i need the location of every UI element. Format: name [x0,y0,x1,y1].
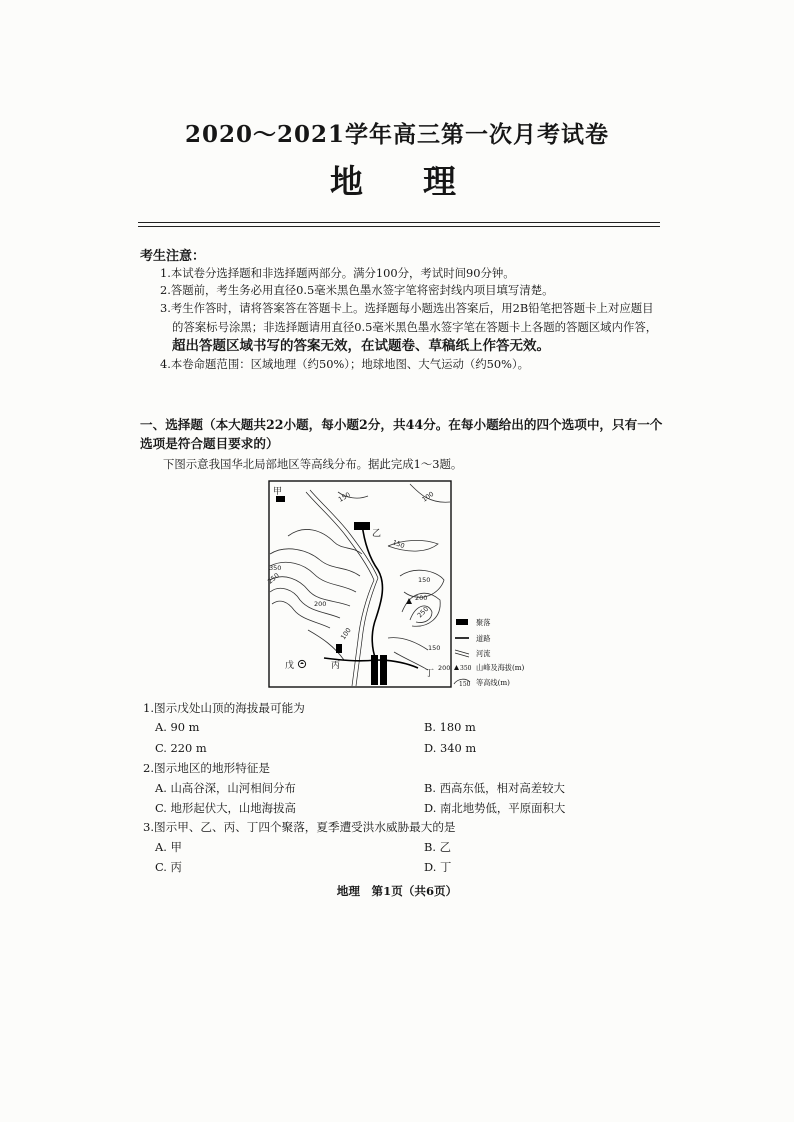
legend-peak-icon [454,665,459,670]
question-1-option-a: A. 90 m [155,720,200,734]
contour-line [388,638,428,650]
contour-label: 250 [266,571,281,586]
title-rule [138,222,660,223]
question-2-stem: 2.图示地区的地形特征是 [143,761,270,775]
settlement-label: 乙 [372,529,382,539]
contour-label: 200 [314,600,327,608]
settlement-label: 戊 [285,661,295,671]
settlement-ding-block [380,655,387,685]
notice-item-3-text: 3.考生作答时，请将答案答在答题卡上。选择题每小题选出答案后，用2B铅笔把答题卡上对应题目的答案标号涂黑；非选择题请用直径0.5毫米黑色墨水签字笔在答题卡上各题的答题区域内作答， [160,301,658,334]
question-1-option-c: C. 220 m [155,741,207,755]
section-intro: 下图示意我国华北局部地区等高线分布。据此完成1～3题。 [163,457,463,471]
question-2-option-b: B. 西高东低，相对高差较大 [424,781,565,795]
settlement-label: 丙 [331,661,341,671]
legend-label: 道路 [476,634,491,643]
question-3-option-b: B. 乙 [424,840,452,854]
peak-label: 350 [269,564,282,572]
notice-item-4: 4.本卷命题范围：区域地理（约50%）；地球地图、大气运动（约50%）。 [160,357,530,371]
question-1-option-b: B. 180 m [424,720,476,734]
contour-label: 100 [420,489,436,504]
map-legend [454,618,525,688]
question-1-stem: 1.图示戊处山顶的海拔最可能为 [143,701,305,715]
settlement-label: 甲 [273,487,283,497]
contour-label: 150 [337,490,352,504]
notice-item-3-emphasis: 超出答题区域书写的答案无效，在试题卷、草稿纸上作答无效。 [172,338,550,354]
contour-line [270,562,356,592]
question-3-option-d: D. 丁 [424,860,452,874]
legend-sample: 150 [459,681,471,688]
settlement-yi-block [354,522,370,530]
contour-label: 150 [428,644,441,652]
question-1-option-d: D. 340 m [424,741,477,755]
question-3-option-c: C. 丙 [155,860,182,874]
contour-map [268,480,526,690]
contour-label: 200 [438,664,451,672]
question-3-stem: 3.图示甲、乙、丙、丁四个聚落，夏季遭受洪水威胁最大的是 [143,820,456,834]
contour-map-svg [268,480,526,690]
section-heading: 一、选择题（本大题共22小题，每小题2分，共44分。在每小题给出的四个选项中，只有一个选项是符合题目要求的） [140,417,663,451]
contour-label: 250 [415,604,431,620]
question-2-option-a: A. 山高谷深，山河相间分布 [155,781,296,795]
notice-item-1: 1.本试卷分选择题和非选择题两部分。满分100分，考试时间90分钟。 [160,266,515,280]
legend-settlement-swatch [456,619,468,625]
notice-item-2: 2.答题前，考生务必用直径0.5毫米黑色墨水签字笔将密封线内项目填写清楚。 [160,283,554,297]
contour-line [394,652,428,670]
contour-line [270,588,340,618]
legend-label: 等高线(m) [476,678,510,687]
contour-label: 150 [418,576,431,584]
settlement-label: 丁 [425,669,435,679]
question-2-option-c: C. 地形起伏大，山地海拔高 [155,801,296,815]
legend-label: 聚落 [476,618,491,627]
page-footer: 地理 第1页（共6页） [336,884,458,898]
river [310,490,378,578]
notice-list [140,265,664,373]
legend-label: 山峰及海拔(m) [476,663,525,672]
legend-sample: 350 [460,665,472,672]
exam-title: 2020～2021学年高三第一次月考试卷 [184,121,610,148]
peak-wu-icon-mark [300,662,304,664]
settlement-ding-block [371,655,378,685]
question-2-option-d: D. 南北地势低，平原面积大 [424,801,566,815]
contour-label: 100 [339,626,353,642]
legend-label: 河流 [476,649,491,658]
contour-line [270,577,350,606]
peak-icon [406,598,412,604]
contour-label: 200 [415,594,428,602]
notice-heading: 考生注意： [140,249,206,264]
road [362,524,382,660]
question-3-option-a: A. 甲 [155,840,182,854]
title-rule-thin [138,226,660,227]
exam-subject: 地理 [330,162,516,201]
settlement-bing-block [336,644,342,653]
contour-label: 150 [391,538,406,551]
notice-item-3 [140,299,664,356]
